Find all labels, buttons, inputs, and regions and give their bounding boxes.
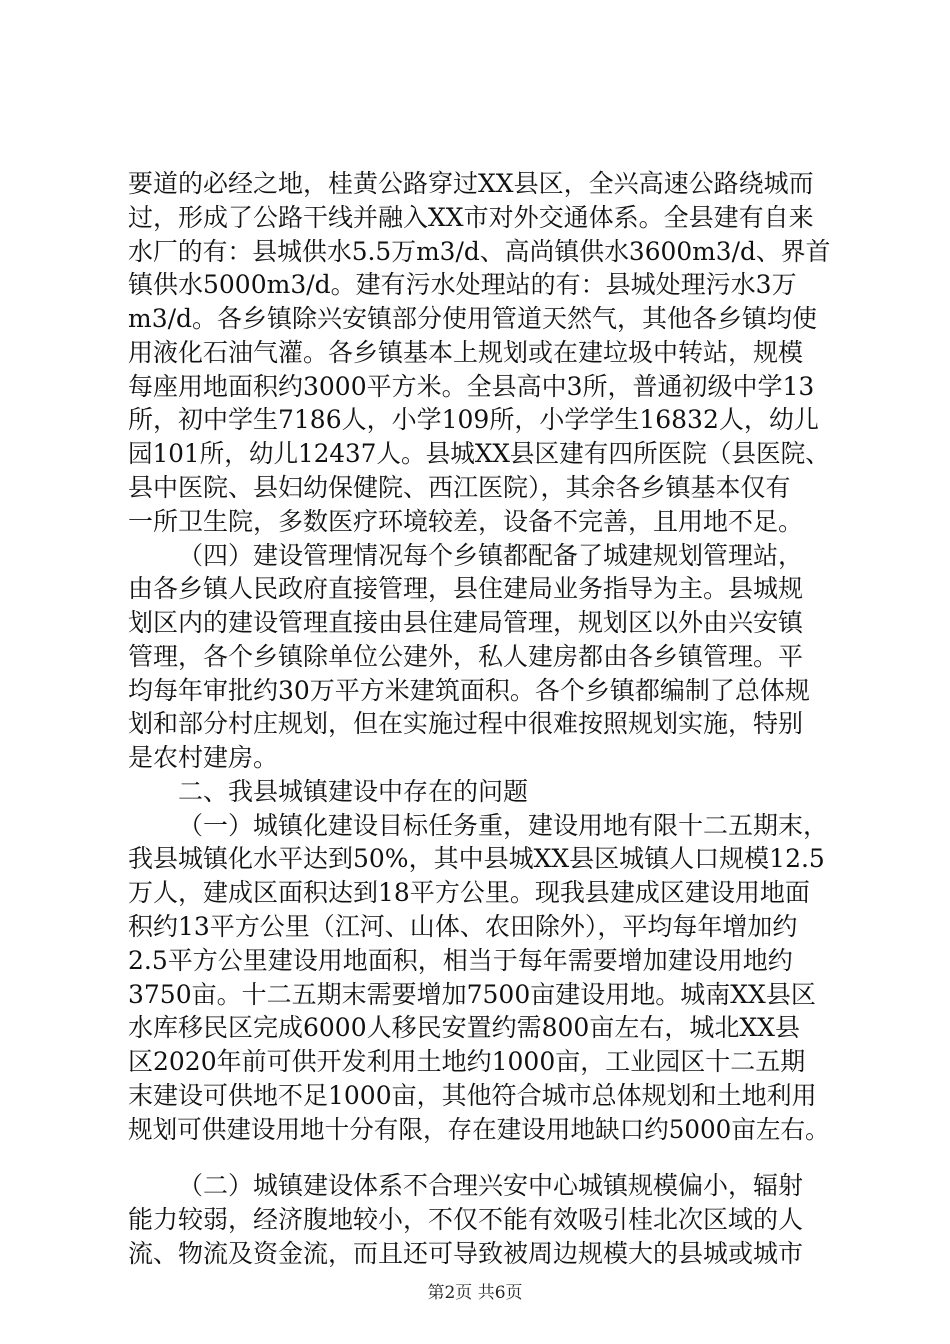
text-line: 积约13平方公里（江河、山体、农田除外），平均每年增加约 bbox=[128, 912, 798, 941]
section-heading: 二、我县城镇建设中存在的问题 bbox=[178, 777, 529, 806]
paragraph-heading-4: （四）建设管理情况每个乡镇都配备了城建规划管理站， bbox=[178, 541, 804, 570]
text-line: 末建设可供地不足1000亩，其他符合城市总体规划和土地利用 bbox=[128, 1081, 817, 1110]
text-line: 我县城镇化水平达到50%，其中县城XX县区城镇人口规模12.5 bbox=[128, 844, 825, 873]
text-line: 万人，建成区面积达到18平方公里。现我县建成区建设用地面 bbox=[128, 878, 810, 907]
text-line: m3/d。各乡镇除兴安镇部分使用管道天然气，其他各乡镇均使 bbox=[128, 304, 818, 333]
paragraph-heading-1: （一）城镇化建设目标任务重，建设用地有限十二五期末， bbox=[178, 811, 829, 840]
text-line: 规划可供建设用地十分有限，存在建设用地缺口约5000亩左右。 bbox=[128, 1115, 830, 1144]
text-line: 要道的必经之地，桂黄公路穿过XX县区，全兴高速公路绕城而 bbox=[128, 169, 814, 198]
text-line: 能力较弱，经济腹地较小，不仅不能有效吸引桂北次区域的人 bbox=[128, 1205, 804, 1234]
text-line: 每座用地面积约3000平方米。全县高中3所，普通初级中学13 bbox=[128, 372, 815, 401]
text-line: 用液化石油气灌。各乡镇基本上规划或在建垃圾中转站，规模 bbox=[128, 338, 804, 367]
text-line: 均每年审批约30万平方米建筑面积。各个乡镇都编制了总体规 bbox=[128, 676, 810, 705]
text-line: 水库移民区完成6000人移民安置约需800亩左右，城北XX县 bbox=[128, 1013, 800, 1042]
text-line: 水厂的有：县城供水5.5万m3/d、高尚镇供水3600m3/d、界首 bbox=[128, 237, 831, 266]
text-line: 划区内的建设管理直接由县住建局管理，规划区以外由兴安镇 bbox=[128, 608, 804, 637]
text-line: 管理，各个乡镇除单位公建外，私人建房都由各乡镇管理。平 bbox=[128, 642, 804, 671]
text-line: 由各乡镇人民政府直接管理，县住建局业务指导为主。县城规 bbox=[128, 574, 804, 603]
text-line: 镇供水5000m3/d。建有污水处理站的有：县城处理污水3万 bbox=[128, 270, 797, 299]
text-line: 是农村建房。 bbox=[128, 743, 279, 772]
text-line: 所，初中学生7186人，小学109所，小学学生16832人，幼儿 bbox=[128, 405, 819, 434]
text-line: 3750亩。十二五期末需要增加7500亩建设用地。城南XX县区 bbox=[128, 980, 816, 1009]
text-line: 2.5平方公里建设用地面积，相当于每年需要增加建设用地约 bbox=[128, 946, 793, 975]
text-line: 一所卫生院，多数医疗环境较差，设备不完善，且用地不足。 bbox=[128, 507, 804, 536]
text-line: 园101所，幼儿12437人。县城XX县区建有四所医院（县医院、 bbox=[128, 439, 830, 468]
text-line: 县中医院、县妇幼保健院、西江医院），其余各乡镇基本仅有 bbox=[128, 473, 791, 502]
text-line: 流、物流及资金流，而且还可导致被周边规模大的县城或城市 bbox=[128, 1239, 804, 1268]
paragraph-heading-2: （二）城镇建设体系不合理兴安中心城镇规模偏小，辐射 bbox=[178, 1171, 804, 1200]
page-number-footer: 第2页 共6页 bbox=[427, 1283, 523, 1303]
text-line: 区2020年前可供开发利用土地约1000亩，工业园区十二五期 bbox=[128, 1047, 806, 1076]
text-line: 划和部分村庄规划，但在实施过程中很难按照规划实施，特别 bbox=[128, 709, 804, 738]
text-line: 过，形成了公路干线并融入XX市对外交通体系。全县建有自来 bbox=[128, 203, 814, 232]
